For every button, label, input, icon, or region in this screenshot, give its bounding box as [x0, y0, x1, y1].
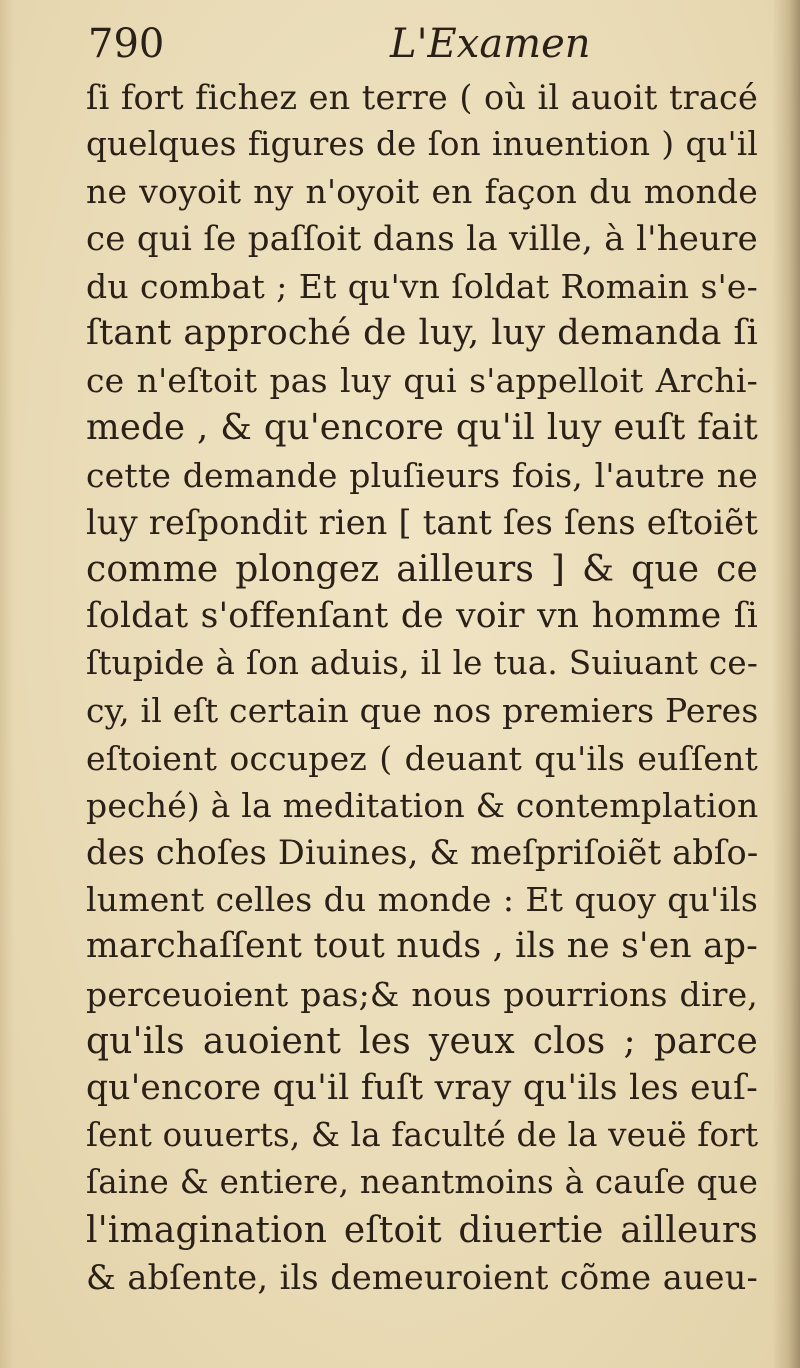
text-line: eſtoient occupez ( deuant qu'ils euſſent — [86, 738, 758, 778]
text-line: ſent ouuerts, & la faculté de la veuë fort — [86, 1116, 759, 1155]
text-line: ſtupide à ſon aduis, il le tua. Suiuant ce- — [86, 644, 758, 683]
text-line: quelques figures de ſon inuention ) qu'il — [86, 125, 758, 164]
running-title: L'Examen — [390, 21, 591, 67]
page-header — [88, 14, 748, 72]
text-line: l'imagination eſtoit diuertie ailleurs — [86, 1209, 758, 1251]
text-line: mede , & qu'encore qu'il luy euſt fait — [86, 407, 758, 449]
page-number: 790 — [88, 21, 165, 67]
text-line: cy, il eſt certain que nos premiers Peres — [86, 691, 759, 731]
text-line: ce n'eſtoit pas luy qui s'appelloit Archi- — [86, 361, 758, 401]
text-line: ſaine & entiere, neantmoins à cauſe que — [86, 1163, 758, 1202]
text-line: marchaſſent tout nuds , ils ne s'en ap- — [86, 926, 758, 967]
text-line: lument celles du monde : Et quoy qu'ils — [86, 880, 758, 920]
text-line: ſtant approché de luy, luy demanda ſi — [86, 312, 758, 353]
text-line: qu'encore qu'il fuſt vray qu'ils les euſ- — [86, 1067, 758, 1108]
text-line: ce qui ſe paſſoit dans la ville, à l'heure — [86, 218, 758, 259]
text-line: des choſes Diuines, & meſpriſoiẽt abſo- — [86, 833, 759, 872]
body-text — [86, 74, 758, 1301]
text-line: cette demande pluſieurs fois, l'autre ne — [86, 455, 758, 495]
text-line: qu'ils auoient les yeux clos ; parce — [86, 1020, 758, 1062]
text-line: luy reſpondit rien [ tant ſes ſens eſtoiẽt — [86, 502, 758, 542]
text-line: comme plongez ailleurs ] & que ce — [86, 548, 758, 590]
text-line: ne voyoit ny n'oyoit en façon du monde — [86, 172, 758, 212]
text-line: peché) à la meditation & contemplation — [86, 785, 759, 825]
text-line: & abſente, ils demeuroient cõme aueu- — [86, 1257, 758, 1297]
text-line: ſi fort fichez en terre ( où il auoit tracé — [86, 78, 758, 117]
text-line: perceuoient pas;& nous pourrions dire, — [86, 974, 758, 1014]
page-left-shadow — [0, 0, 14, 1368]
text-line: ſoldat s'offenſant de voir vn homme ſi — [86, 596, 758, 637]
page-gutter-shadow — [772, 0, 800, 1368]
text-line: du combat ; Et qu'vn ſoldat Romain s'e- — [86, 266, 758, 306]
